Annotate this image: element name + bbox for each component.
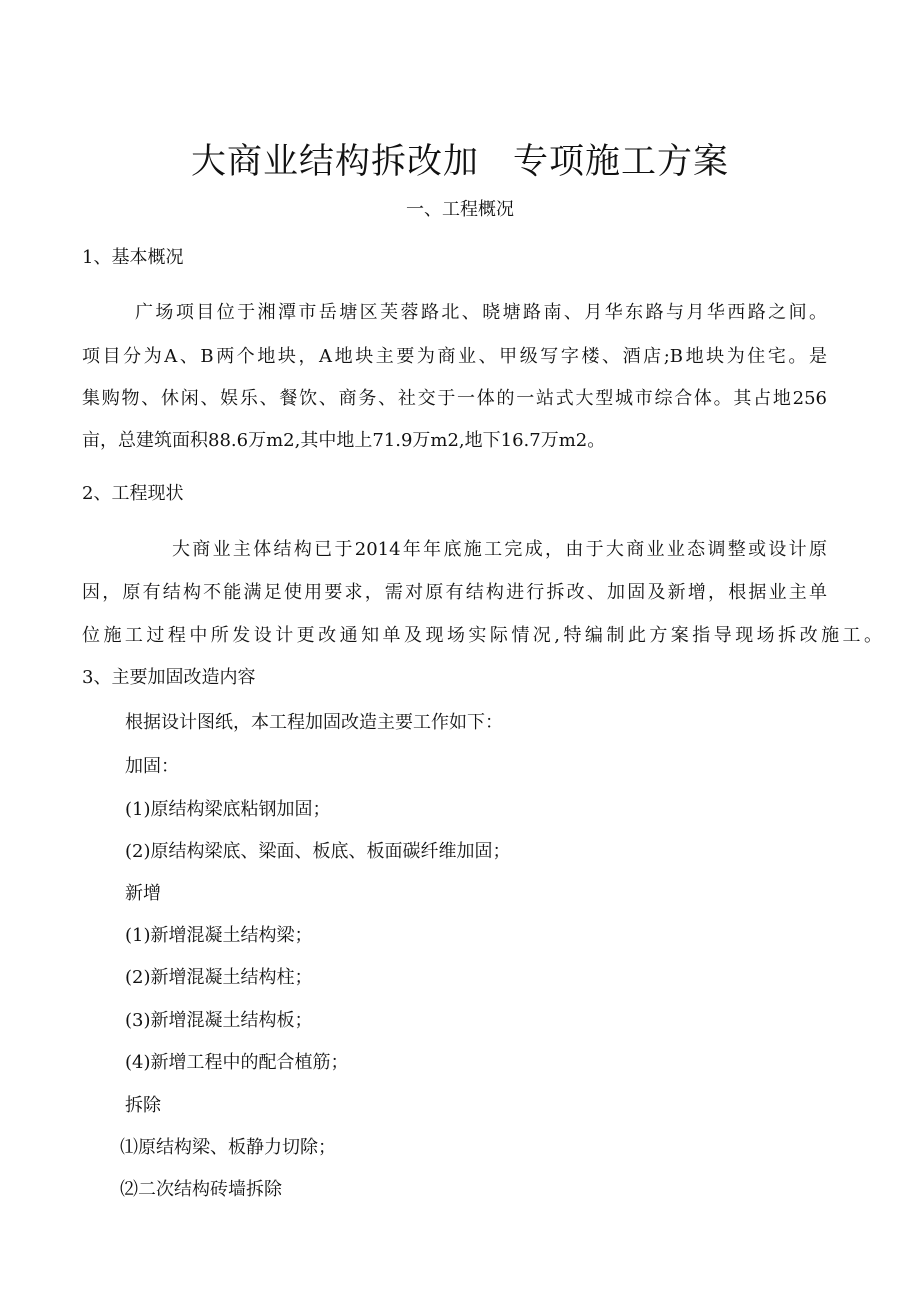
basic-paragraph-line-1: 广场项目位于湘潭市岳塘区芙蓉路北、晓塘路南、月华东路与月华西路之间。 <box>135 302 827 323</box>
reinforce-label: 加固： <box>125 756 179 777</box>
section-heading: 一、工程概况 <box>406 199 514 220</box>
basic-paragraph-line-4: 亩，总建筑面积88.6万m2,其中地上71.9万m2,地下16.7万m2。 <box>82 430 606 451</box>
reinforce-item-1: (1)原结构梁底粘钢加固； <box>125 799 331 820</box>
basic-paragraph-line-3: 集购物、休闲、娱乐、餐饮、商务、社交于一体的一站式大型城市综合体。其占地256 <box>82 388 827 409</box>
content-intro: 根据设计图纸，本工程加固改造主要工作如下： <box>125 712 503 733</box>
status-paragraph-line-3: 位施工过程中所发设计更改通知单及现场实际情况,特编制此方案指导现场拆改施工。 <box>82 625 882 646</box>
document-title <box>0 138 920 186</box>
subsection-heading-status: 2、工程现状 <box>82 483 184 504</box>
reinforce-item-2: (2)原结构梁底、梁面、板底、板面碳纤维加固； <box>125 841 511 862</box>
demolish-item-2: ⑵二次结构砖墙拆除 <box>120 1179 282 1200</box>
new-item-4: (4)新增工程中的配合植筋； <box>125 1052 349 1073</box>
new-item-3: (3)新增混凝土结构板； <box>125 1010 313 1031</box>
title-part-1: 大商业结构拆改加 <box>190 142 479 182</box>
subsection-heading-content: 3、主要加固改造内容 <box>82 667 256 688</box>
new-item-1: (1)新增混凝土结构梁； <box>125 925 313 946</box>
subsection-heading-basic: 1、基本概况 <box>82 247 184 268</box>
demolish-label: 拆除 <box>125 1095 161 1116</box>
demolish-item-1: ⑴原结构梁、板静力切除； <box>120 1137 336 1158</box>
title-part-2: 专项施工方案 <box>513 142 730 182</box>
new-label: 新增 <box>125 883 161 904</box>
status-paragraph-line-2: 因，原有结构不能满足使用要求，需对原有结构进行拆改、加固及新增，根据业主单 <box>82 582 827 603</box>
status-paragraph-line-1: 大商业主体结构已于2014年年底施工完成，由于大商业业态调整或设计原 <box>172 539 827 560</box>
basic-paragraph-line-2: 项目分为A、B两个地块，A地块主要为商业、甲级写字楼、酒店;B地块为住宅。是 <box>82 346 827 367</box>
new-item-2: (2)新增混凝土结构柱； <box>125 967 313 988</box>
